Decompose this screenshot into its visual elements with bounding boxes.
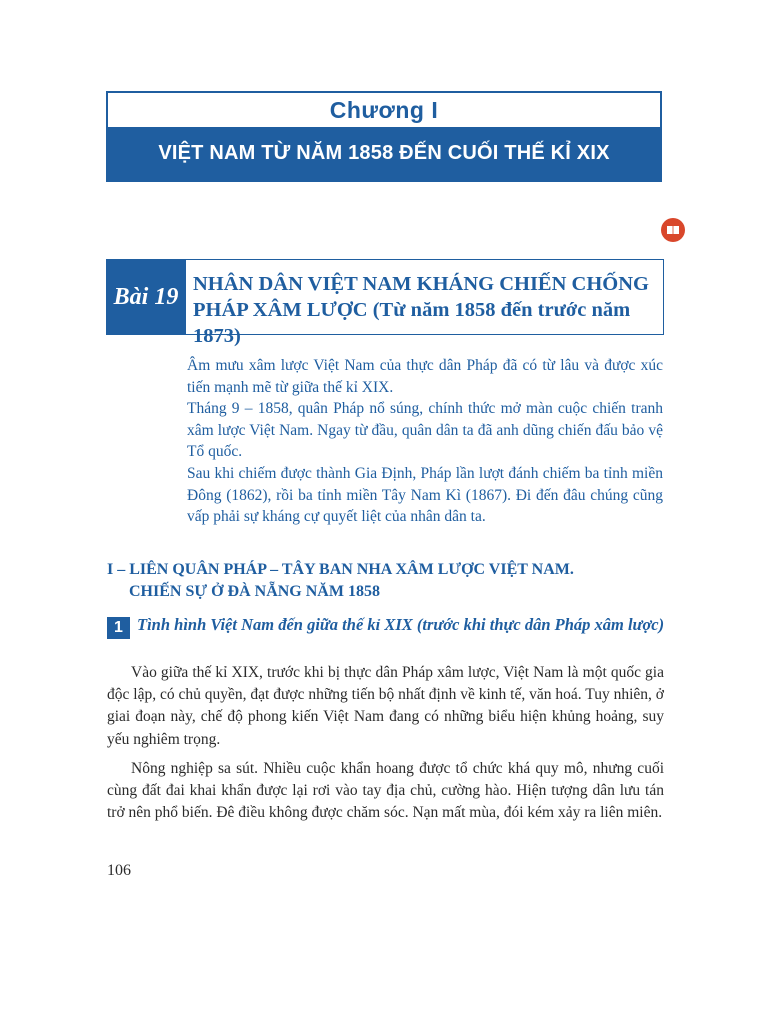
chapter-label: Chương I	[108, 93, 660, 127]
page-number: 106	[107, 862, 131, 879]
lesson-header	[106, 259, 664, 347]
intro-paragraph: Sau khi chiếm được thành Gia Định, Pháp lần lượt đánh chiếm ba tỉnh miền Đông (1862), rồi ba tỉnh miền Tây Nam Kì (1867). Đi đến đâu chúng cũng vấp phải sự kháng cự quyết liệt của nhân dân ta.	[187, 464, 663, 526]
subsection-title: Tình hình Việt Nam đến giữa thế kỉ XIX (trước khi thực dân Pháp xâm lược)	[137, 615, 665, 634]
section-heading	[107, 559, 667, 603]
intro-paragraph: Âm mưu xâm lược Việt Nam của thực dân Pháp đã có từ lâu và được xúc tiến mạnh mẽ từ giữa thế kỉ XIX.	[187, 357, 663, 396]
subsection-number: 1	[107, 617, 130, 639]
intro-paragraph: Tháng 9 – 1858, quân Pháp nổ súng, chính thức mở màn cuộc chiến tranh xâm lược Việt Nam. Ngay từ đầu, quân dân ta đã anh dũng chiến đấu bảo vệ Tổ quốc.	[187, 400, 663, 461]
lesson-badge: Bài 19	[106, 259, 186, 335]
chapter-title: VIỆT NAM TỪ NĂM 1858 ĐẾN CUỐI THẾ KỈ XIX	[108, 127, 660, 180]
lesson-intro	[187, 355, 663, 528]
section-heading-line1: I – LIÊN QUÂN PHÁP – TÂY BAN NHA XÂM LƯỢC VIỆT NAM.	[107, 561, 574, 578]
lesson-title: NHÂN DÂN VIỆT NAM KHÁNG CHIẾN CHỐNG PHÁP XÂM LƯỢC (Từ năm 1858 đến trước năm 1873)	[193, 273, 649, 347]
section-heading-line2: CHIẾN SỰ Ở ĐÀ NẴNG NĂM 1858	[129, 583, 380, 600]
book-icon	[661, 218, 685, 242]
chapter-header	[106, 91, 662, 182]
body-paragraph: Vào giữa thế kỉ XIX, trước khi bị thực dân Pháp xâm lược, Việt Nam là một quốc gia độc lập, có chủ quyền, đạt được những tiến bộ nhất định về kinh tế, văn hoá. Tuy nhiên, ở giai đoạn này, chế độ phong kiến Việt Nam đang có những biểu hiện khủng hoảng, suy yếu nghiêm trọng.	[107, 664, 664, 748]
body-text	[107, 662, 664, 831]
book-icon-glyph	[666, 224, 680, 236]
body-paragraph: Nông nghiệp sa sút. Nhiều cuộc khẩn hoang được tổ chức khá quy mô, nhưng cuối cùng đất đai khai khẩn được lại rơi vào tay địa chủ, cường hào. Hiện tượng dân lưu tán trở nên phổ biến. Đê điều không được chăm sóc. Nạn mất mùa, đói kém xảy ra liên miên.	[107, 759, 664, 822]
